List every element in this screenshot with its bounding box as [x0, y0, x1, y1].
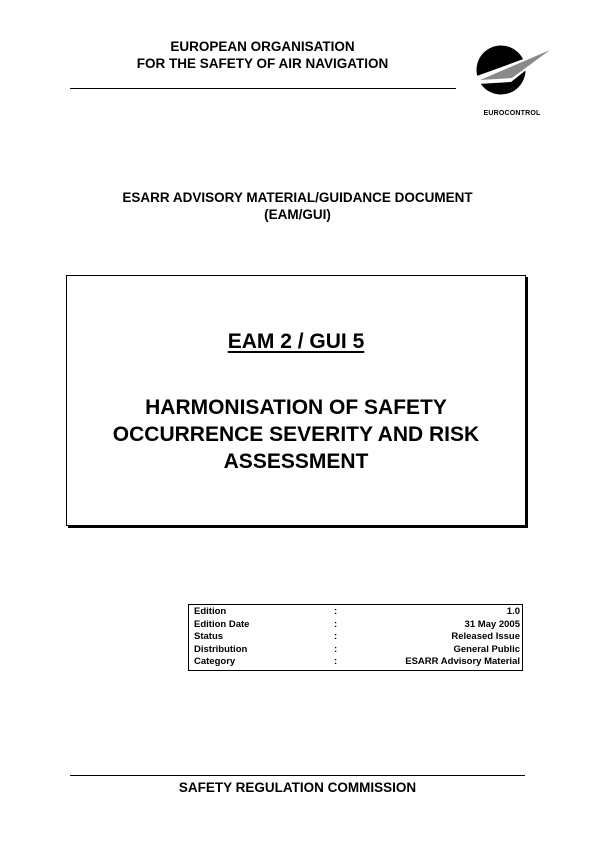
- metadata-value: Released Issue: [451, 631, 520, 643]
- document-title-line2: OCCURRENCE SEVERITY AND RISK: [112, 423, 480, 446]
- metadata-label: Status: [194, 631, 224, 643]
- metadata-label: Category: [194, 656, 236, 668]
- document-title-line3: ASSESSMENT: [223, 450, 369, 473]
- header-divider: [70, 88, 456, 89]
- metadata-separator: :: [334, 631, 338, 643]
- organisation-title-line2: FOR THE SAFETY OF AIR NAVIGATION: [136, 56, 389, 71]
- document-title-line1: HARMONISATION OF SAFETY: [145, 396, 447, 419]
- footer-commission: SAFETY REGULATION COMMISSION: [178, 780, 417, 795]
- metadata-label: Edition: [194, 606, 227, 617]
- metadata-value: 31 May 2005: [464, 618, 520, 630]
- document-reference: [67, 330, 525, 354]
- footer-divider: [70, 775, 525, 776]
- metadata-row-edition-date: [194, 619, 520, 632]
- eurocontrol-logo-icon: [468, 44, 556, 110]
- document-type-line1: ESARR ADVISORY MATERIAL/GUIDANCE DOCUMENT: [122, 190, 473, 205]
- document-title: [77, 394, 515, 475]
- document-type-line2: (EAM/GUI): [264, 207, 331, 222]
- metadata-separator: :: [334, 606, 338, 617]
- metadata-row-status: [194, 631, 520, 644]
- document-reference-text: EAM 2 / GUI 5: [227, 330, 365, 353]
- metadata-separator: :: [334, 643, 338, 655]
- organisation-title: [70, 38, 455, 72]
- metadata-separator: :: [334, 618, 338, 630]
- title-box: [66, 275, 526, 526]
- metadata-value: 1.0: [506, 606, 520, 617]
- metadata-row-distribution: [194, 644, 520, 657]
- metadata-value: ESARR Advisory Material: [405, 656, 520, 668]
- metadata-row-edition: [194, 606, 520, 619]
- organisation-title-line1: EUROPEAN ORGANISATION: [170, 39, 355, 54]
- metadata-row-category: [194, 656, 520, 669]
- edition-metadata-table: [188, 604, 523, 671]
- metadata-value: General Public: [453, 643, 520, 655]
- metadata-separator: :: [334, 656, 338, 668]
- eurocontrol-logo: [468, 44, 556, 120]
- metadata-label: Distribution: [194, 643, 248, 655]
- document-type: [40, 189, 555, 223]
- metadata-label: Edition Date: [194, 618, 250, 630]
- logo-wordmark: EUROCONTROL: [483, 110, 541, 117]
